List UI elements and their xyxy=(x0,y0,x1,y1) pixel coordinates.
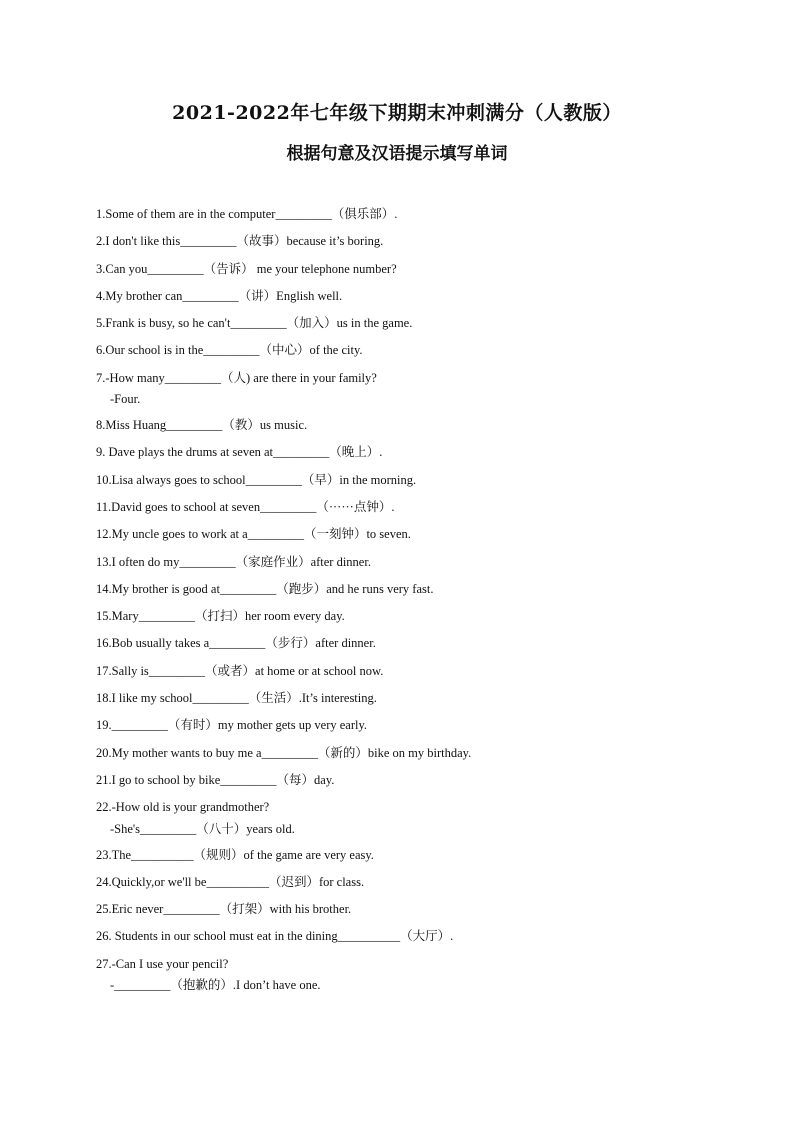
question-item: 3.Can you_________（告诉） me your telephone number? xyxy=(96,261,397,276)
question-item: 14.My brother is good at_________（跑步）and he runs very fast. xyxy=(96,581,434,596)
question-item: 11.David goes to school at seven_________（······点钟）. xyxy=(96,499,395,514)
question-reply: -She's_________（八十）years old. xyxy=(110,821,295,836)
question-item: 15.Mary_________（打扫）her room every day. xyxy=(96,609,345,624)
question-item: 18.I like my school_________（生活）.It’s interesting. xyxy=(96,691,377,706)
question-item: 25.Eric never_________（打架）with his brother. xyxy=(96,902,352,917)
question-item: 2.I don't like this_________（故事）because it’s boring. xyxy=(96,234,384,249)
page-subtitle: 根据句意及汉语提示填写单词 xyxy=(286,144,508,164)
question-item: 6.Our school is in the_________（中心）of the city. xyxy=(96,343,363,358)
question-reply: -Four. xyxy=(110,392,141,407)
question-item: 27.-Can I use your pencil? xyxy=(96,956,229,971)
page-title: 2021-2022年七年级下期期末冲刺满分（人教版） xyxy=(172,102,622,124)
question-item: 5.Frank is busy, so he can't_________（加入）us in the game. xyxy=(96,316,413,331)
question-reply: -_________（抱歉的）.I don’t have one. xyxy=(110,978,321,993)
question-item: 9. Dave plays the drums at seven at_________（晚上）. xyxy=(96,445,383,460)
question-list xyxy=(96,204,736,1001)
question-item: 8.Miss Huang_________（教）us music. xyxy=(96,418,308,433)
question-item: 23.The__________（规则）of the game are very easy. xyxy=(96,847,374,862)
question-item: 24.Quickly,or we'll be__________（迟到）for class. xyxy=(96,874,365,889)
question-item: 16.Bob usually takes a_________（步行）after dinner. xyxy=(96,636,376,651)
question-item: 4.My brother can_________（讲）English well. xyxy=(96,288,343,303)
question-item: 26. Students in our school must eat in the dining__________（大厅）. xyxy=(96,929,454,944)
question-item: 10.Lisa always goes to school_________（早）in the morning. xyxy=(96,472,417,487)
question-item: 19._________（有时）my mother gets up very early. xyxy=(96,718,368,733)
question-item: 1.Some of them are in the computer_________（俱乐部）. xyxy=(96,207,398,221)
question-item: 17.Sally is_________（或者）at home or at school now. xyxy=(96,663,384,678)
question-item: 7.-How many_________（人) are there in your family? xyxy=(96,370,377,385)
question-item: 13.I often do my_________（家庭作业）after dinner. xyxy=(96,554,371,569)
question-item: 12.My uncle goes to work at a_________（一刻钟）to seven. xyxy=(96,527,411,542)
question-item: 22.-How old is your grandmother? xyxy=(96,800,270,815)
question-item: 21.I go to school by bike_________（每）day. xyxy=(96,772,335,787)
question-item: 20.My mother wants to buy me a_________（新的）bike on my birthday. xyxy=(96,745,472,760)
